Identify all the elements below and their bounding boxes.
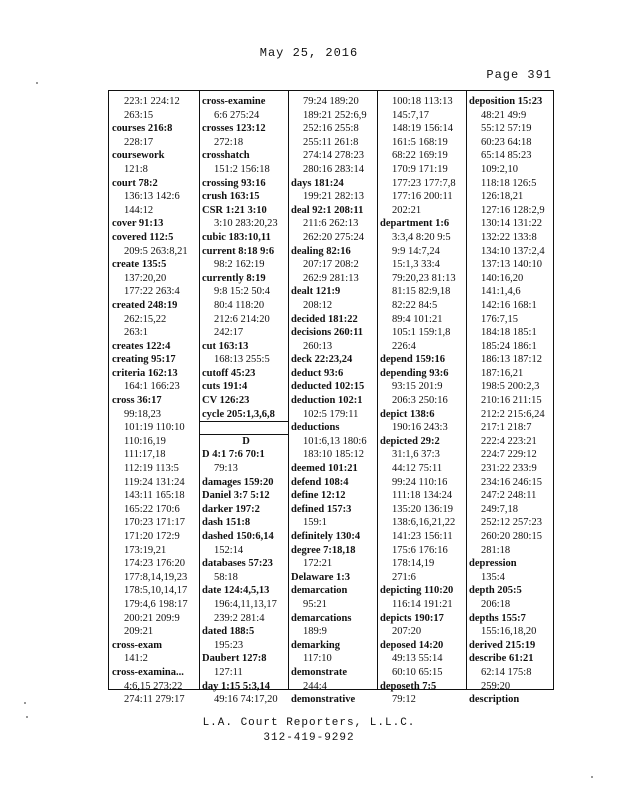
index-term: created 248:19 (112, 299, 178, 311)
page-references: 112:19 113:5 (124, 463, 179, 475)
index-term: define 12:12 (291, 490, 346, 502)
page-references: 242:17 (214, 327, 244, 339)
page-references: 281:18 (481, 544, 511, 556)
index-term: cut 163:13 (202, 340, 249, 352)
index-term: crosses 123:12 (202, 123, 266, 135)
page-references: 189:9 (303, 626, 327, 638)
page-references: 184:18 185:1 (481, 327, 537, 339)
page-references: 49:13 55:14 (392, 653, 443, 665)
page-references: 3:10 283:20,23 (214, 218, 278, 230)
page-references: 117:10 (303, 653, 332, 665)
page-references: 260:20 280:15 (481, 531, 542, 542)
page-references: 274:11 279:17 (124, 694, 185, 706)
reporter-phone: 312-419-9292 (263, 732, 355, 744)
page-references: 152:14 (214, 544, 244, 556)
page-references: 9:8 15:2 50:4 (214, 286, 271, 298)
index-term: Daniel 3:7 5:12 (202, 490, 270, 502)
index-term: cuts 191:4 (202, 381, 248, 393)
page-references: 100:18 113:13 (392, 96, 453, 107)
page-footer (0, 716, 618, 746)
index-term: cover 91:13 (112, 218, 164, 230)
page-references: 171:20 172:9 (124, 531, 180, 542)
page-references: 89:4 101:21 (392, 313, 443, 325)
index-term: demonstrative (291, 694, 356, 706)
page-references: 255:11 261:8 (303, 136, 359, 148)
index-column-5 (469, 95, 557, 706)
page-references: 212:2 215:6,24 (481, 408, 545, 420)
index-term: court 78:2 (112, 177, 158, 189)
page-references: 247:2 248:11 (481, 490, 537, 502)
page-references: 244:4 (303, 680, 327, 692)
page-references: 109:2,10 (481, 163, 519, 175)
index-term: crush 163:15 (202, 191, 260, 203)
page-references: 199:21 282:13 (303, 191, 364, 203)
index-term: day 1:15 5:3,14 (202, 680, 270, 692)
index-term: description (469, 694, 520, 706)
page-references: 65:14 85:23 (481, 150, 532, 162)
index-term: decisions 260:11 (291, 327, 364, 339)
index-term: department 1:6 (380, 218, 450, 230)
index-term: depict 138:6 (380, 408, 435, 420)
page-references: 3:3,4 8:20 9:5 (392, 231, 451, 243)
page-references: 272:18 (214, 136, 244, 148)
page-references: 141:23 156:11 (392, 531, 453, 542)
page-references: 177:16 200:11 (392, 191, 453, 203)
index-term: darker 197:2 (202, 503, 260, 515)
index-term: coursework (112, 150, 165, 162)
page-references: 173:19,21 (124, 544, 167, 556)
page-references: 98:2 162:19 (214, 259, 265, 271)
page-references: 234:16 246:15 (481, 476, 542, 488)
index-term: CV 126:23 (202, 395, 250, 407)
page-references: 206:18 (481, 598, 511, 610)
index-term: depicts 190:17 (380, 612, 444, 624)
index-term: dated 188:5 (202, 626, 255, 638)
index-term: demarking (291, 639, 341, 651)
index-term: days 181:24 (291, 177, 344, 189)
page-references: 280:16 283:14 (303, 163, 364, 175)
index-term: deposeth 7:5 (380, 680, 437, 692)
page-references: 15:1,3 33:4 (392, 259, 440, 271)
index-column-4 (380, 95, 468, 706)
page-references: 136:13 142:6 (124, 191, 180, 203)
page-references: 217:1 218:7 (481, 422, 532, 434)
index-term: courses 216:8 (112, 123, 173, 135)
page-references: 111:18 134:24 (392, 490, 453, 502)
page-references: 134:10 137:2,4 (481, 245, 545, 257)
page-references: 196:4,11,13,17 (214, 598, 277, 610)
page-references: 62:14 175:8 (481, 666, 532, 678)
index-term: demonstrate (291, 666, 347, 678)
page-references: 271:6 (392, 571, 416, 583)
page-references: 186:13 187:12 (481, 354, 542, 366)
page-references: 259:20 (481, 680, 511, 692)
page-references: 172:21 (303, 558, 333, 570)
page-references: 177:23 177:7,8 (392, 177, 456, 189)
page-references: 176:7,15 (481, 313, 519, 325)
page-references: 44:12 75:11 (392, 463, 443, 475)
page-references: 80:4 118:20 (214, 299, 265, 311)
index-term: depicted 29:2 (380, 435, 440, 447)
index-term: cross-examina... (112, 666, 184, 678)
index-term: covered 112:5 (112, 231, 174, 243)
page-references: 119:24 131:24 (124, 476, 185, 488)
page-references: 121:8 (124, 163, 148, 175)
page-references: 60:23 64:18 (481, 136, 532, 148)
page-references: 263:1 (124, 327, 148, 339)
index-term: Delaware 1:3 (291, 571, 350, 583)
page-references: 262:15,22 (124, 313, 167, 325)
index-term: creates 122:4 (112, 340, 171, 352)
index-term: degree 7:18,18 (291, 544, 356, 556)
page-number: Page 391 (486, 68, 552, 82)
page-references: 239:2 281:4 (214, 612, 265, 624)
index-term: cutoff 45:23 (202, 367, 256, 379)
page-references: 209:21 (124, 626, 154, 638)
page-references: 79:20,23 81:13 (392, 272, 456, 284)
scan-speck (26, 716, 28, 718)
page-references: 207:17 208:2 (303, 259, 359, 271)
page-references: 212:6 214:20 (214, 313, 270, 325)
page-references: 231:22 233:9 (481, 463, 537, 475)
page-references: 175:6 176:16 (392, 544, 448, 556)
page-references: 105:1 159:1,8 (392, 327, 451, 339)
index-term: cross-exam (112, 639, 162, 651)
page-references: 55:12 57:19 (481, 123, 532, 135)
page-references: 132:22 133:8 (481, 231, 537, 243)
page-references: 260:13 (303, 340, 333, 352)
page-references: 4:6,15 273:22 (124, 680, 183, 692)
index-term: damages 159:20 (202, 476, 274, 488)
index-term: current 8:18 9:6 (202, 245, 275, 257)
index-term: deemed 101:21 (291, 463, 358, 475)
page-references: 168:13 255:5 (214, 354, 270, 366)
page-references: 79:13 (214, 463, 238, 475)
page-references: 195:23 (214, 639, 244, 651)
blank-line (202, 421, 290, 435)
page-references: 79:24 189:20 (303, 96, 359, 107)
page-references: 252:12 257:23 (481, 517, 542, 529)
scan-speck (591, 776, 593, 778)
page-references: 142:16 168:1 (481, 299, 537, 311)
page-references: 99:24 110:16 (392, 476, 448, 488)
page-references: 187:16,21 (481, 367, 524, 379)
page-references: 207:20 (392, 626, 422, 638)
page-references: 189:21 252:6,9 (303, 109, 367, 121)
page-references: 116:14 191:21 (392, 598, 453, 610)
index-term: describe 61:21 (469, 653, 534, 665)
page-references: 210:16 211:15 (481, 395, 542, 407)
index-term: depending 93:6 (380, 367, 449, 379)
index-term: depend 159:16 (380, 354, 446, 366)
page-references: 135:20 136:19 (392, 503, 453, 515)
index-term: derived 215:19 (469, 639, 536, 651)
index-term: depths 155:7 (469, 612, 526, 624)
page-references: 178:5,10,14,17 (124, 585, 188, 597)
page-date: May 25, 2016 (259, 46, 359, 60)
page-references: 202:21 (392, 204, 422, 216)
page-references: 141:1,4,6 (481, 286, 521, 298)
page-references: 137:20,20 (124, 272, 167, 284)
page-references: 118:18 126:5 (481, 177, 537, 189)
page-references: 262:20 275:24 (303, 231, 364, 243)
page-references: 127:16 128:2,9 (481, 204, 545, 216)
page-references: 9:9 14:7,24 (392, 245, 440, 257)
page-references: 224:7 229:12 (481, 449, 537, 461)
page-references: 81:15 82:9,18 (392, 286, 451, 298)
page-references: 206:3 250:16 (392, 395, 448, 407)
section-letter: D (242, 435, 250, 447)
scan-speck (24, 702, 26, 704)
page-references: 249:7,18 (481, 503, 519, 515)
page-references: 140:16,20 (481, 272, 524, 284)
page-references: 110:16,19 (124, 435, 166, 447)
page-references: 99:18,23 (124, 408, 162, 420)
page-references: 274:14 278:23 (303, 150, 364, 162)
index-term: deductions (291, 422, 340, 434)
page-references: 31:1,6 37:3 (392, 449, 440, 461)
page-references: 143:11 165:18 (124, 490, 185, 502)
page-references: 145:7,17 (392, 109, 430, 121)
page-references: 208:12 (303, 299, 333, 311)
page-references: 174:23 176:20 (124, 558, 185, 570)
index-term: D 4:1 7:6 70:1 (202, 449, 265, 461)
page-references: 141:2 (124, 653, 148, 665)
page-references: 151:2 156:18 (214, 163, 270, 175)
index-term: definitely 130:4 (291, 531, 361, 542)
page-references: 60:10 65:15 (392, 666, 443, 678)
page-references: 211:6 262:13 (303, 218, 359, 230)
index-term: deducted 102:15 (291, 381, 365, 393)
index-term: demarcations (291, 612, 352, 624)
index-term: Daubert 127:8 (202, 653, 267, 665)
index-term: demarcation (291, 585, 348, 597)
page-references: 209:5 263:8,21 (124, 245, 188, 257)
index-term: deal 92:1 208:11 (291, 204, 364, 216)
index-term: dealing 82:16 (291, 245, 351, 257)
index-term: deposed 14:20 (380, 639, 444, 651)
page-references: 223:1 224:12 (124, 96, 180, 107)
page-references: 148:19 156:14 (392, 123, 453, 135)
page-references: 165:22 170:6 (124, 503, 180, 515)
page-references: 183:10 185:12 (303, 449, 364, 461)
page-references: 144:12 (124, 204, 154, 216)
page-references: 159:1 (303, 517, 327, 529)
index-term: dash 151:8 (202, 517, 251, 529)
index-term: decided 181:22 (291, 313, 358, 325)
index-term: databases 57:23 (202, 558, 273, 570)
index-term: crossing 93:16 (202, 177, 266, 189)
page-references: 130:14 131:22 (481, 218, 542, 230)
scan-speck (36, 82, 38, 84)
page-references: 200:21 209:9 (124, 612, 180, 624)
page-references: 155:16,18,20 (481, 626, 537, 638)
index-term: deck 22:23,24 (291, 354, 353, 366)
page-references: 95:21 (303, 598, 327, 610)
index-term: cycle 205:1,3,6,8 (202, 408, 275, 420)
page-references: 79:12 (392, 694, 416, 706)
page-references: 101:19 110:10 (124, 422, 185, 434)
page-references: 185:24 186:1 (481, 340, 537, 352)
index-term: cubic 183:10,11 (202, 231, 271, 243)
page-references: 101:6,13 180:6 (303, 435, 367, 447)
page-references: 111:17,18 (124, 449, 166, 461)
page-references: 93:15 201:9 (392, 381, 443, 393)
page-references: 177:8,14,19,23 (124, 571, 188, 583)
page-references: 164:1 166:23 (124, 381, 180, 393)
word-index-table (108, 90, 554, 706)
index-term: create 135:5 (112, 259, 167, 271)
page-references: 252:16 255:8 (303, 123, 359, 135)
page-references: 102:5 179:11 (303, 408, 359, 420)
index-column-1 (112, 95, 200, 706)
index-term: defend 108:4 (291, 476, 349, 488)
index-term: crosshatch (202, 150, 250, 162)
page-references: 68:22 169:19 (392, 150, 448, 162)
page-references: 228:17 (124, 136, 154, 148)
page-references: 126:18,21 (481, 191, 524, 203)
page-references: 226:4 (392, 340, 416, 352)
page-references: 170:23 171:17 (124, 517, 185, 529)
index-term: dealt 121:9 (291, 286, 341, 298)
index-column-3 (291, 95, 379, 706)
page-references: 135:4 (481, 571, 505, 583)
page-references: 161:5 168:19 (392, 136, 448, 148)
index-term: cross-examine (202, 96, 266, 107)
index-term: deduct 93:6 (291, 367, 344, 379)
reporter-name: L.A. Court Reporters, L.L.C. (202, 717, 416, 729)
page-references: 179:4,6 198:17 (124, 598, 188, 610)
page-references: 49:16 74:17,20 (214, 694, 278, 706)
index-term: creating 95:17 (112, 354, 176, 366)
index-term: criteria 162:13 (112, 367, 178, 379)
index-term: cross 36:17 (112, 395, 162, 407)
index-term: depicting 110:20 (380, 585, 454, 597)
page-references: 222:4 223:21 (481, 435, 537, 447)
page-references: 82:22 84:5 (392, 299, 438, 311)
index-term: deposition 15:23 (469, 96, 543, 107)
page-references: 48:21 49:9 (481, 109, 527, 121)
page-references: 170:9 171:19 (392, 163, 448, 175)
index-term: currently 8:19 (202, 272, 266, 284)
index-term: depression (469, 558, 517, 570)
index-term: dashed 150:6,14 (202, 531, 274, 542)
page-references: 262:9 281:13 (303, 272, 359, 284)
page-references: 198:5 200:2,3 (481, 381, 540, 393)
index-term: CSR 1:21 3:10 (202, 204, 267, 216)
index-term: date 124:4,5,13 (202, 585, 270, 597)
page-references: 190:16 243:3 (392, 422, 448, 434)
page-references: 58:18 (214, 571, 238, 583)
page-references: 127:11 (214, 666, 243, 678)
page-references: 263:15 (124, 109, 154, 121)
page-references: 137:13 140:10 (481, 259, 542, 271)
index-term: defined 157:3 (291, 503, 352, 515)
page-references: 6:6 275:24 (214, 109, 260, 121)
index-term: deduction 102:1 (291, 395, 363, 407)
index-term: depth 205:5 (469, 585, 522, 597)
page-references: 177:22 263:4 (124, 286, 180, 298)
page-references: 138:6,16,21,22 (392, 517, 456, 529)
index-column-2 (202, 95, 290, 706)
page-references: 178:14,19 (392, 558, 435, 570)
